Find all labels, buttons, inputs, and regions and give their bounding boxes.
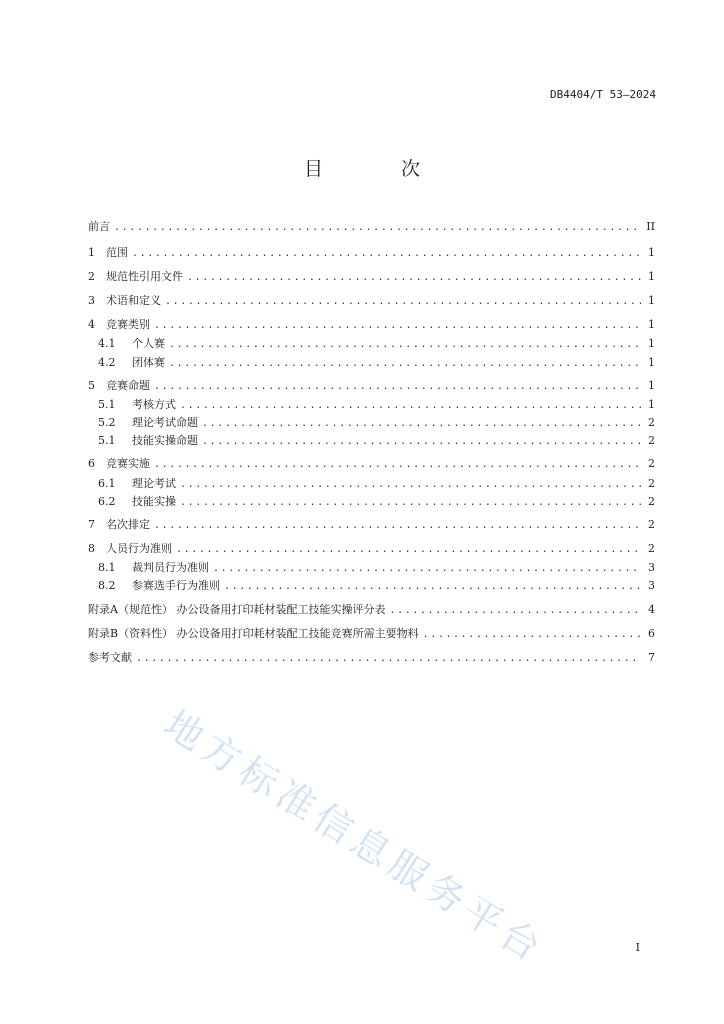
toc-entry-5[interactable]: [88, 378, 655, 394]
toc-entry-3[interactable]: [88, 293, 655, 309]
toc-leader-dots: [423, 627, 641, 643]
page-title: 目 次: [303, 158, 457, 180]
toc-leader-dots: [213, 561, 641, 577]
toc-entry-label: 裁判员行为准则: [132, 561, 209, 574]
toc-leader-dots: [154, 457, 641, 473]
toc-entry-number: 5.1: [98, 434, 116, 447]
toc-entry-label: 前言: [88, 220, 110, 233]
toc-entry-number: 8.1: [98, 561, 116, 574]
toc-entry-label: 附录B（资料性） 办公设备用打印耗材装配工技能竞赛所需主要物料: [88, 627, 419, 640]
toc-entry-4-2[interactable]: [88, 355, 655, 371]
toc-entry-page: 1: [648, 294, 655, 307]
toc-entry-number: 4: [88, 318, 95, 331]
toc-entry-8[interactable]: [88, 541, 655, 557]
toc-entry-label: 团体赛: [132, 356, 165, 369]
page-number: I: [635, 941, 640, 954]
toc-leader-dots: [169, 337, 641, 353]
toc-entry-label: 附录A（规范性） 办公设备用打印耗材装配工技能实操评分表: [88, 603, 386, 616]
toc-entry-label: 竞赛命题: [106, 379, 150, 392]
toc-entry-number: 5: [88, 379, 95, 392]
toc-entry-page: 2: [648, 457, 655, 470]
toc-entry-5-2[interactable]: [88, 415, 655, 431]
toc-entry-appendix-b[interactable]: [88, 626, 655, 642]
toc-entry-page: 2: [648, 434, 655, 447]
toc-leader-dots: [136, 651, 641, 667]
toc-entry-label: 竞赛实施: [106, 457, 150, 470]
toc-entry-page: 1: [648, 356, 655, 369]
toc-entry-number: 6.2: [98, 495, 116, 508]
toc-entry-number: 3: [88, 294, 95, 307]
toc-entry-page: 2: [648, 477, 655, 490]
toc-entry-page: 4: [648, 603, 655, 616]
toc-entry-foreword[interactable]: [88, 219, 655, 235]
toc-entry-label: 竞赛类别: [106, 318, 150, 331]
toc-leader-dots: [154, 379, 641, 395]
toc-entry-8-1[interactable]: [88, 560, 655, 576]
toc-leader-dots: [180, 495, 641, 511]
toc-entry-number: 4.1: [98, 337, 116, 350]
toc-entry-number: 8.2: [98, 579, 116, 592]
toc-entry-number: 6: [88, 457, 95, 470]
toc-entry-page: 6: [648, 627, 655, 640]
toc-entry-page: 1: [648, 270, 655, 283]
toc-entry-label: 人员行为准则: [106, 542, 172, 555]
toc-leader-dots: [180, 398, 641, 414]
toc-entry-page: 2: [648, 518, 655, 531]
toc-entry-number: 6.1: [98, 477, 116, 490]
toc-entry-number: 4.2: [98, 356, 116, 369]
toc-entry-page: 2: [648, 416, 655, 429]
toc-leader-dots: [389, 603, 641, 619]
toc-leader-dots: [154, 318, 641, 334]
toc-entry-number: 2: [88, 270, 95, 283]
toc-leader-dots: [169, 356, 641, 372]
toc-entry-page: 3: [648, 579, 655, 592]
toc-entry-label: 范围: [106, 246, 128, 259]
toc-leader-dots: [187, 270, 641, 286]
toc-entry-label: 理论考试: [132, 477, 176, 490]
toc-entry-number: 8: [88, 542, 95, 555]
toc-entry-number: 7: [88, 518, 95, 531]
toc-entry-references[interactable]: [88, 650, 655, 666]
toc-leader-dots: [202, 416, 641, 432]
toc-entry-label: 参考文献: [88, 651, 132, 664]
toc-entry-label: 技能实操: [132, 495, 176, 508]
toc-entry-page: 1: [648, 337, 655, 350]
toc-entry-label: 名次排定: [106, 518, 150, 531]
toc-entry-label: 术语和定义: [106, 294, 161, 307]
toc-leader-dots: [180, 477, 641, 493]
toc-entry-page: 7: [648, 651, 655, 664]
toc-entry-page: 1: [648, 398, 655, 411]
toc-entry-page: II: [646, 220, 655, 233]
toc-entry-label: 参赛选手行为准则: [132, 579, 220, 592]
toc-entry-page: 3: [648, 561, 655, 574]
toc-entry-page: 1: [648, 379, 655, 392]
toc-entry-appendix-a[interactable]: [88, 602, 655, 618]
toc-entry-label: 理论考试命题: [132, 416, 198, 429]
toc-entry-6-1[interactable]: [88, 476, 655, 492]
toc-entry-5-3[interactable]: [88, 433, 655, 449]
toc-leader-dots: [165, 294, 641, 310]
toc-entry-number: 5.1: [98, 398, 116, 411]
toc-leader-dots: [224, 579, 641, 595]
toc-entry-2[interactable]: [88, 269, 655, 285]
toc-entry-page: 1: [648, 246, 655, 259]
toc-leader-dots: [132, 246, 641, 262]
toc-entry-number: 5.2: [98, 416, 116, 429]
toc-entry-1[interactable]: [88, 245, 655, 261]
toc-entry-number: 1: [88, 246, 95, 259]
toc-entry-6[interactable]: [88, 456, 655, 472]
document-code: DB4404/T 53—2024: [550, 88, 656, 101]
watermark: 地方标准信息服务平台: [156, 701, 553, 973]
toc-entry-page: 2: [648, 495, 655, 508]
toc-entry-5-1[interactable]: [88, 397, 655, 413]
toc-entry-7[interactable]: [88, 517, 655, 533]
toc-entry-page: 1: [648, 318, 655, 331]
toc-entry-6-2[interactable]: [88, 494, 655, 510]
toc-entry-4[interactable]: [88, 317, 655, 333]
toc-entry-4-1[interactable]: [88, 336, 655, 352]
toc-entry-label: 技能实操命题: [132, 434, 198, 447]
toc-entry-page: 2: [648, 542, 655, 555]
toc-entry-label: 考核方式: [132, 398, 176, 411]
toc-leader-dots: [154, 518, 641, 534]
toc-leader-dots: [114, 220, 641, 236]
toc-entry-label: 规范性引用文件: [106, 270, 183, 283]
toc-leader-dots: [202, 434, 641, 450]
toc-entry-label: 个人赛: [132, 337, 165, 350]
toc-leader-dots: [176, 542, 641, 558]
toc-entry-8-2[interactable]: [88, 578, 655, 594]
